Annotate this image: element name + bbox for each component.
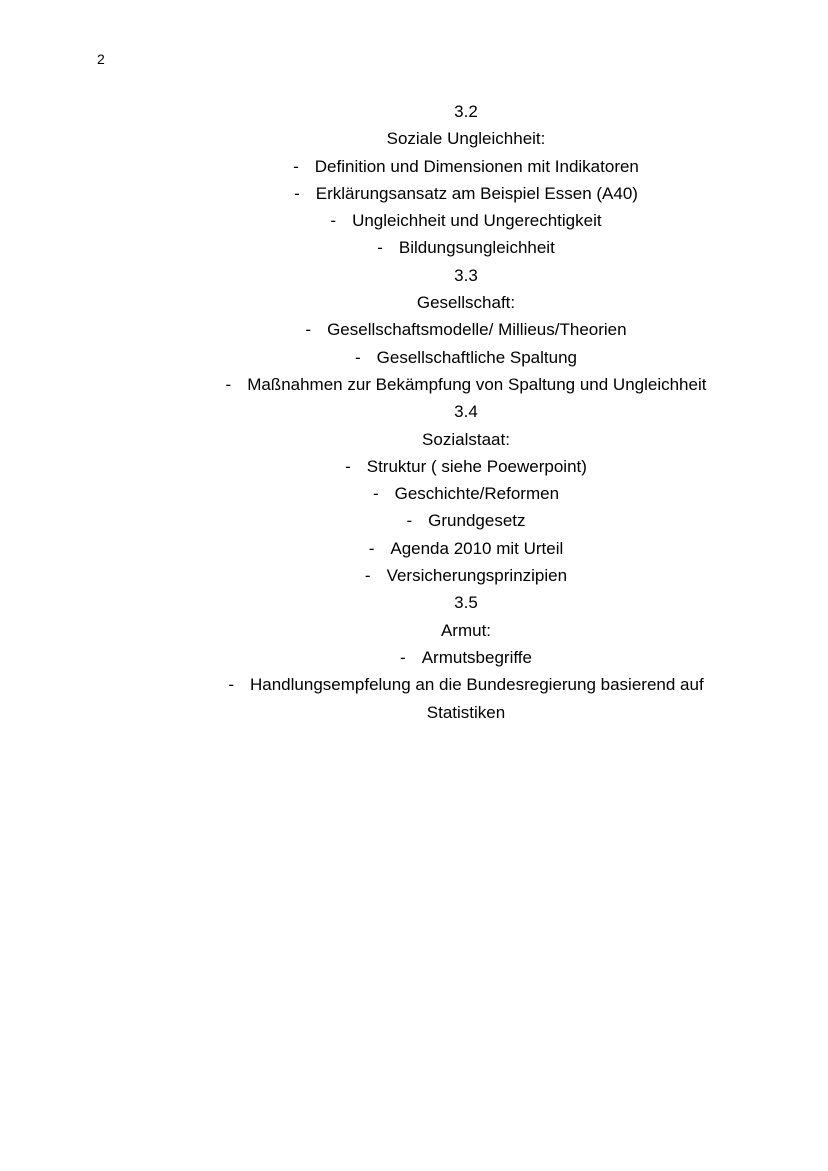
list-item bbox=[100, 316, 828, 343]
section-number: 3.4 bbox=[454, 402, 478, 422]
outline-content bbox=[100, 98, 828, 726]
section-heading: Armut: bbox=[440, 620, 492, 640]
list-item bbox=[100, 453, 828, 480]
list-item-text: Grundgesetz bbox=[428, 511, 526, 531]
list-item-text: Definition und Dimensionen mit Indikatoren bbox=[314, 156, 639, 176]
section-heading: Sozialstaat: bbox=[422, 429, 510, 449]
list-item bbox=[100, 153, 828, 180]
section-number: 3.3 bbox=[454, 265, 478, 285]
list-item-text: Maßnahmen zur Bekämpfung von Spaltung und Ungleichheit bbox=[247, 374, 707, 394]
list-item-text: Gesellschaftsmodelle/ Millieus/Theorien bbox=[327, 320, 627, 340]
section-number: 3.2 bbox=[454, 102, 478, 121]
bullet-dash: - bbox=[368, 538, 375, 558]
list-item bbox=[100, 535, 828, 562]
list-item bbox=[100, 480, 828, 507]
section-number: 3.5 bbox=[454, 593, 478, 613]
list-item bbox=[100, 180, 828, 207]
list-item-text: Versicherungsprinzipien bbox=[386, 566, 568, 586]
list-item-text: Geschichte/Reformen bbox=[394, 484, 560, 504]
list-item bbox=[100, 644, 828, 671]
list-item bbox=[100, 344, 828, 371]
list-item-text: Agenda 2010 mit Urteil bbox=[390, 538, 564, 558]
bullet-dash: - bbox=[372, 484, 379, 504]
page-number: 2 bbox=[97, 51, 105, 67]
list-item-text: Gesellschaftliche Spaltung bbox=[376, 347, 577, 367]
list-item bbox=[100, 371, 828, 398]
bullet-dash: - bbox=[330, 211, 337, 231]
bullet-dash: - bbox=[364, 566, 371, 586]
bullet-dash: - bbox=[345, 456, 351, 476]
bullet-dash: - bbox=[293, 156, 299, 176]
list-item-text: Struktur ( siehe Poewerpoint) bbox=[366, 456, 587, 476]
list-item-text: Handlungsempfelung an die Bundesregierung basierend auf Statistiken bbox=[250, 675, 704, 722]
bullet-dash: - bbox=[377, 238, 383, 258]
list-item bbox=[100, 562, 828, 589]
bullet-dash: - bbox=[305, 320, 312, 340]
list-item-text: Ungleichheit und Ungerechtigkeit bbox=[352, 211, 602, 231]
list-item-text: Armutsbegriffe bbox=[421, 647, 532, 667]
bullet-dash: - bbox=[228, 675, 234, 695]
bullet-dash: - bbox=[225, 374, 232, 394]
list-item-text: Erklärungsansatz am Beispiel Essen (A40) bbox=[315, 183, 638, 203]
list-item bbox=[100, 507, 828, 534]
bullet-dash: - bbox=[400, 647, 406, 667]
section-heading: Soziale Ungleichheit: bbox=[386, 129, 546, 149]
list-item bbox=[100, 207, 828, 234]
list-item-text: Bildungsungleichheit bbox=[398, 238, 555, 258]
bullet-dash: - bbox=[406, 511, 413, 531]
bullet-dash: - bbox=[354, 347, 361, 367]
list-item bbox=[100, 234, 828, 261]
list-item bbox=[206, 671, 726, 726]
bullet-dash: - bbox=[294, 183, 300, 203]
section-heading: Gesellschaft: bbox=[416, 293, 516, 313]
